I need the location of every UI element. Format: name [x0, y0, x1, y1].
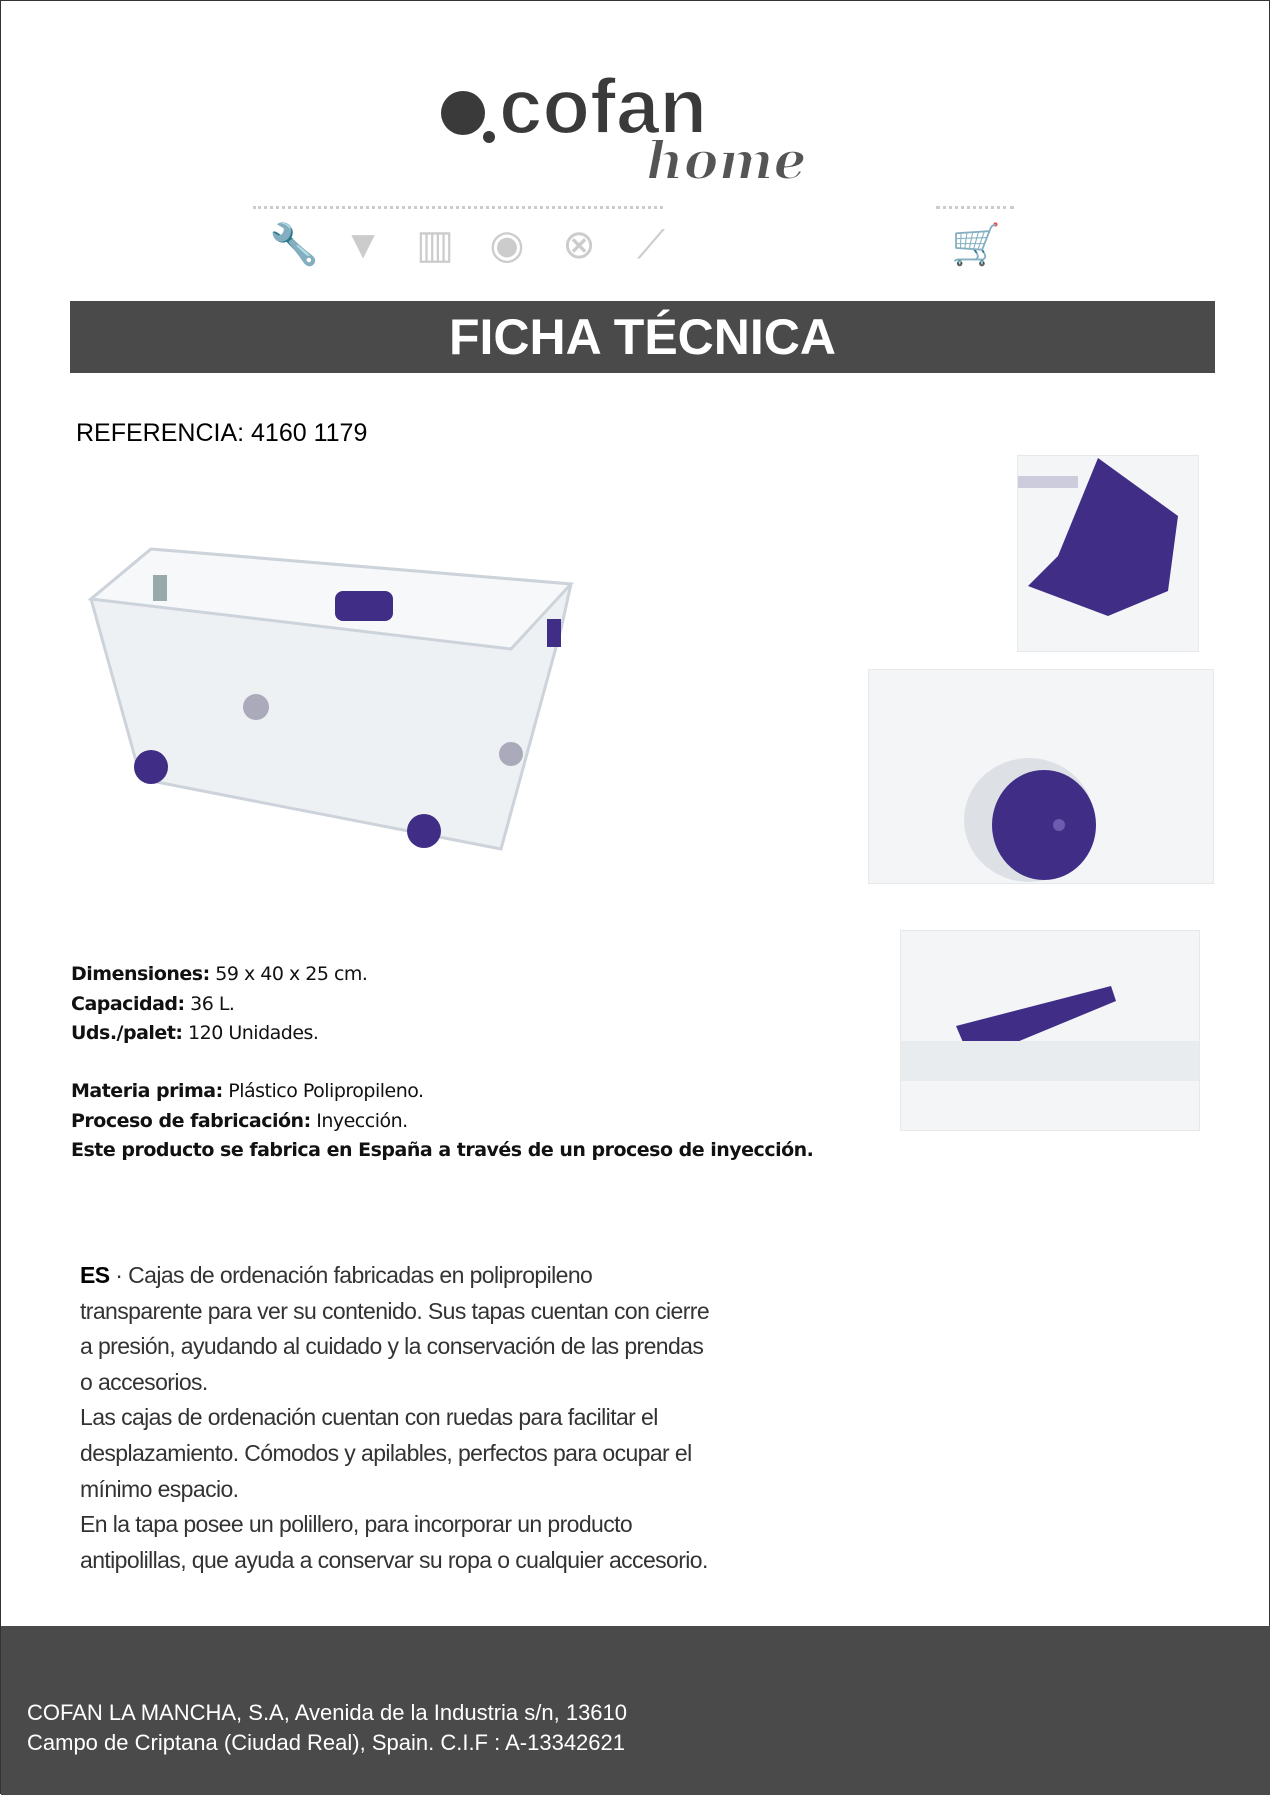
address-line: Campo de Criptana (Ciudad Real), Spain. C.I.F : A-13342621: [27, 1730, 625, 1755]
divider: [253, 206, 663, 209]
spec-origin: Este producto se fabrica en España a través de un proceso de inyección.: [71, 1139, 814, 1161]
cross-circle-icon[interactable]: ⊗: [562, 223, 596, 267]
cofan-home-logo: [431, 41, 831, 191]
desc-line: a presión, ayudando al cuidado y la conservación de las prendas: [80, 1333, 704, 1360]
spec-capacity: Capacidad: 36 L.: [71, 993, 235, 1015]
wheel-detail-image: [868, 669, 1214, 884]
spec-dimensions: Dimensiones: 59 x 40 x 25 cm.: [71, 963, 368, 985]
company-address: [27, 1698, 627, 1758]
category-icons: [269, 223, 673, 267]
spec-units-per-pallet: Uds./palet: 120 Unidades.: [71, 1022, 319, 1044]
lang-tag: ES: [80, 1262, 110, 1288]
desc-line: mínimo espacio.: [80, 1475, 239, 1502]
clip-detail-image: [900, 930, 1200, 1131]
desc-line: En la tapa posee un polillero, para incorporar un producto: [80, 1511, 633, 1538]
svg-text:home: home: [646, 131, 807, 191]
disc-icon[interactable]: ◉: [489, 223, 525, 267]
desc-line: antipolillas, que ayuda a conservar su ropa o cualquier accesorio.: [80, 1546, 708, 1573]
product-image: [81, 539, 584, 853]
page-title: FICHA TÉCNICA: [70, 301, 1215, 373]
address-line: COFAN LA MANCHA, S.A, Avenida de la Industria s/n, 13610: [27, 1700, 628, 1725]
spec-process: Proceso de fabricación: Inyección.: [71, 1110, 408, 1132]
desc-line: o accesorios.: [80, 1368, 208, 1395]
desc-line: desplazamiento. Cómodos y apilables, perfectos para ocupar el: [80, 1439, 692, 1466]
saw-icon[interactable]: ⟋: [637, 223, 665, 267]
svg-text:cofan: cofan: [499, 62, 708, 150]
description: [80, 1258, 800, 1578]
desc-line: transparente para ver su contenido. Sus tapas cuentan con cierre: [80, 1297, 710, 1324]
wrench-icon[interactable]: 🔧: [269, 223, 319, 267]
spec-material: Materia prima: Plástico Polipropileno.: [71, 1080, 424, 1102]
drill-icon[interactable]: ▼: [343, 223, 383, 267]
reference: REFERENCIA: 4160 1179: [76, 419, 368, 447]
divider: [936, 206, 1014, 209]
desc-line: · Cajas de ordenación fabricadas en polipropileno: [109, 1262, 593, 1288]
cart-icon[interactable]: 🛒: [951, 223, 1001, 267]
desc-line: Las cajas de ordenación cuentan con ruedas para facilitar el: [80, 1404, 658, 1431]
vest-icon[interactable]: ▥: [416, 223, 454, 267]
lid-detail-image: [1017, 455, 1199, 652]
